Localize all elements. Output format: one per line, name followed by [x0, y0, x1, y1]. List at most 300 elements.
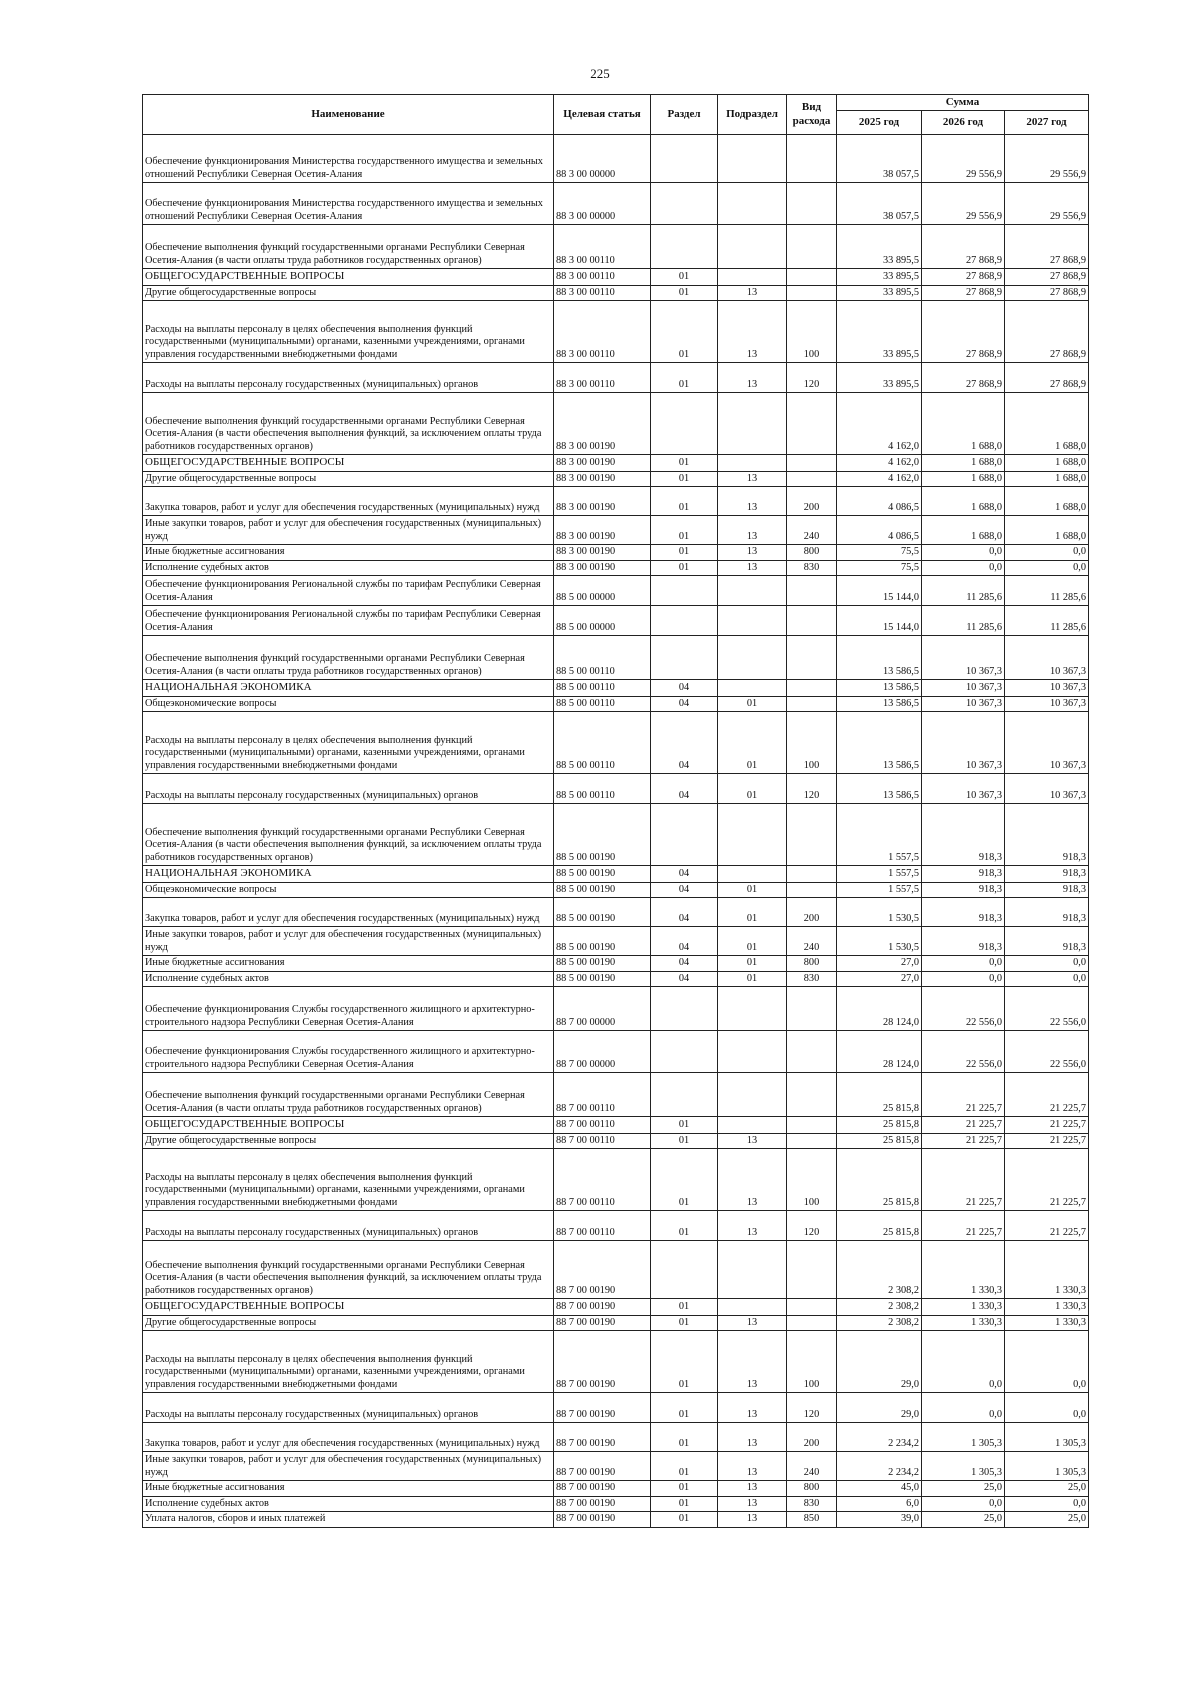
table-row [143, 680, 1089, 696]
row-sum-2027: 21 225,7 [1005, 1133, 1089, 1149]
row-sum-2027: 29 556,9 [1005, 183, 1089, 225]
row-sum-2027: 0,0 [1005, 1393, 1089, 1423]
row-sum-2025: 38 057,5 [837, 183, 922, 225]
row-sum-2026: 11 285,6 [922, 606, 1005, 636]
row-sum-2026: 29 556,9 [922, 183, 1005, 225]
row-target-code: 88 5 00 00190 [554, 898, 651, 927]
table-row [143, 1299, 1089, 1315]
row-sum-2026: 10 367,3 [922, 774, 1005, 804]
row-sum-2025: 25 815,8 [837, 1149, 922, 1211]
row-name: Расходы на выплаты персоналу в целях обеспечения выполнения функций государственными (муниципальными) органами, казенными учреждениями, органами управления государственными внебюджетными фондами [143, 301, 554, 363]
header-target: Целевая статья [554, 95, 651, 135]
row-expense-type [787, 866, 837, 882]
row-section: 01 [651, 1481, 718, 1497]
row-expense-type [787, 1241, 837, 1299]
row-target-code: 88 5 00 00110 [554, 774, 651, 804]
row-sum-2027: 918,3 [1005, 898, 1089, 927]
row-expense-type: 120 [787, 1211, 837, 1241]
row-expense-type: 120 [787, 363, 837, 393]
row-expense-type: 100 [787, 1331, 837, 1393]
row-section [651, 987, 718, 1031]
row-section: 04 [651, 696, 718, 712]
row-sum-2025: 33 895,5 [837, 301, 922, 363]
row-target-code: 88 7 00 00110 [554, 1117, 651, 1133]
row-sum-2026: 0,0 [922, 545, 1005, 561]
row-section [651, 576, 718, 606]
row-sum-2026: 918,3 [922, 898, 1005, 927]
row-expense-type [787, 576, 837, 606]
row-name: Расходы на выплаты персоналу государственных (муниципальных) органов [143, 1393, 554, 1423]
row-sum-2025: 28 124,0 [837, 987, 922, 1031]
row-subsection [718, 606, 787, 636]
row-subsection: 01 [718, 882, 787, 898]
row-subsection: 13 [718, 363, 787, 393]
row-name: Закупка товаров, работ и услуг для обеспечения государственных (муниципальных) нужд [143, 898, 554, 927]
table-row [143, 712, 1089, 774]
table-row [143, 927, 1089, 956]
row-name: Расходы на выплаты персоналу в целях обеспечения выполнения функций государственными (муниципальными) органами, казенными учреждениями, органами управления государственными внебюджетными фондами [143, 712, 554, 774]
row-subsection [718, 135, 787, 183]
row-target-code: 88 3 00 00190 [554, 393, 651, 455]
row-sum-2026: 25,0 [922, 1512, 1005, 1528]
row-section: 01 [651, 1512, 718, 1528]
row-subsection: 01 [718, 774, 787, 804]
row-expense-type: 100 [787, 301, 837, 363]
row-target-code: 88 5 00 00110 [554, 696, 651, 712]
row-sum-2027: 1 330,3 [1005, 1299, 1089, 1315]
row-target-code: 88 3 00 00000 [554, 183, 651, 225]
row-name: Иные закупки товаров, работ и услуг для обеспечения государственных (муниципальных) нужд [143, 927, 554, 956]
row-sum-2027: 918,3 [1005, 866, 1089, 882]
row-sum-2027: 27 868,9 [1005, 301, 1089, 363]
row-subsection: 13 [718, 1452, 787, 1481]
table-row [143, 1452, 1089, 1481]
row-sum-2026: 1 688,0 [922, 487, 1005, 516]
row-subsection: 13 [718, 560, 787, 576]
row-subsection [718, 866, 787, 882]
row-sum-2025: 29,0 [837, 1331, 922, 1393]
row-name: НАЦИОНАЛЬНАЯ ЭКОНОМИКА [143, 866, 554, 882]
row-section: 01 [651, 1331, 718, 1393]
row-sum-2027: 0,0 [1005, 1496, 1089, 1512]
row-section [651, 135, 718, 183]
row-section: 04 [651, 956, 718, 972]
row-sum-2025: 33 895,5 [837, 225, 922, 269]
table-row [143, 576, 1089, 606]
row-subsection: 13 [718, 1315, 787, 1331]
row-subsection: 13 [718, 1393, 787, 1423]
row-target-code: 88 3 00 00000 [554, 135, 651, 183]
row-sum-2026: 1 688,0 [922, 471, 1005, 487]
row-sum-2026: 21 225,7 [922, 1117, 1005, 1133]
row-sum-2026: 0,0 [922, 956, 1005, 972]
row-name: Иные закупки товаров, работ и услуг для обеспечения государственных (муниципальных) нужд [143, 516, 554, 545]
table-row [143, 516, 1089, 545]
row-name: Обеспечение выполнения функций государственными органами Республики Северная Осетия-Алания (в части обеспечения выполнения функций, за исключением оплаты труда работников государственных органов) [143, 1241, 554, 1299]
row-sum-2027: 918,3 [1005, 804, 1089, 866]
row-sum-2026: 1 688,0 [922, 455, 1005, 471]
header-expense-type: Вид расхода [787, 95, 837, 135]
row-subsection: 13 [718, 1423, 787, 1452]
row-subsection: 01 [718, 696, 787, 712]
row-target-code: 88 7 00 00190 [554, 1393, 651, 1423]
row-name: Другие общегосударственные вопросы [143, 471, 554, 487]
row-sum-2027: 10 367,3 [1005, 696, 1089, 712]
row-section: 04 [651, 866, 718, 882]
row-sum-2025: 1 557,5 [837, 866, 922, 882]
row-sum-2027: 11 285,6 [1005, 576, 1089, 606]
row-name: Расходы на выплаты персоналу в целях обеспечения выполнения функций государственными (муниципальными) органами, казенными учреждениями, органами управления государственными внебюджетными фондами [143, 1149, 554, 1211]
row-subsection [718, 1299, 787, 1315]
row-sum-2025: 33 895,5 [837, 363, 922, 393]
row-sum-2026: 918,3 [922, 866, 1005, 882]
row-target-code: 88 7 00 00110 [554, 1073, 651, 1117]
row-expense-type: 830 [787, 560, 837, 576]
row-sum-2026: 21 225,7 [922, 1073, 1005, 1117]
row-name: Обеспечение функционирования Министерства государственного имущества и земельных отношений Республики Северная Осетия-Алания [143, 183, 554, 225]
row-sum-2026: 27 868,9 [922, 285, 1005, 301]
row-name: Общеэкономические вопросы [143, 882, 554, 898]
row-sum-2025: 13 586,5 [837, 680, 922, 696]
row-subsection: 13 [718, 1481, 787, 1497]
row-sum-2027: 21 225,7 [1005, 1149, 1089, 1211]
row-target-code: 88 5 00 00110 [554, 636, 651, 680]
row-sum-2027: 0,0 [1005, 560, 1089, 576]
row-sum-2025: 4 086,5 [837, 516, 922, 545]
row-sum-2027: 10 367,3 [1005, 636, 1089, 680]
row-section: 04 [651, 712, 718, 774]
row-sum-2027: 10 367,3 [1005, 712, 1089, 774]
row-section: 01 [651, 455, 718, 471]
row-subsection: 13 [718, 1331, 787, 1393]
table-row [143, 455, 1089, 471]
row-sum-2025: 75,5 [837, 560, 922, 576]
row-sum-2027: 27 868,9 [1005, 285, 1089, 301]
row-name: Закупка товаров, работ и услуг для обеспечения государственных (муниципальных) нужд [143, 1423, 554, 1452]
row-section: 01 [651, 560, 718, 576]
row-sum-2027: 0,0 [1005, 956, 1089, 972]
row-sum-2025: 29,0 [837, 1393, 922, 1423]
row-sum-2026: 0,0 [922, 560, 1005, 576]
row-expense-type [787, 1073, 837, 1117]
row-sum-2025: 27,0 [837, 971, 922, 987]
row-name: Обеспечение выполнения функций государственными органами Республики Северная Осетия-Алания (в части обеспечения выполнения функций, за исключением оплаты труда работников государственных органов) [143, 804, 554, 866]
row-expense-type: 100 [787, 1149, 837, 1211]
row-section: 04 [651, 680, 718, 696]
row-expense-type: 240 [787, 1452, 837, 1481]
row-section [651, 393, 718, 455]
row-sum-2027: 0,0 [1005, 971, 1089, 987]
row-subsection: 13 [718, 285, 787, 301]
row-subsection: 13 [718, 1211, 787, 1241]
row-sum-2027: 10 367,3 [1005, 680, 1089, 696]
row-name: Исполнение судебных актов [143, 1496, 554, 1512]
row-subsection: 13 [718, 1496, 787, 1512]
row-expense-type: 200 [787, 1423, 837, 1452]
row-expense-type [787, 225, 837, 269]
row-target-code: 88 7 00 00190 [554, 1331, 651, 1393]
row-section: 04 [651, 898, 718, 927]
row-section: 01 [651, 1133, 718, 1149]
table-row [143, 956, 1089, 972]
row-sum-2027: 1 305,3 [1005, 1423, 1089, 1452]
row-sum-2026: 27 868,9 [922, 301, 1005, 363]
table-row [143, 987, 1089, 1031]
row-target-code: 88 5 00 00000 [554, 606, 651, 636]
header-subsection: Подраздел [718, 95, 787, 135]
row-sum-2026: 1 305,3 [922, 1452, 1005, 1481]
row-sum-2025: 13 586,5 [837, 774, 922, 804]
row-sum-2027: 1 688,0 [1005, 471, 1089, 487]
row-expense-type [787, 606, 837, 636]
header-2027: 2027 год [1005, 111, 1089, 135]
row-sum-2026: 918,3 [922, 804, 1005, 866]
row-name: Обеспечение функционирования Службы государственного жилищного и архитектурно-строительного надзора Республики Северная Осетия-Алания [143, 1031, 554, 1073]
row-target-code: 88 7 00 00190 [554, 1241, 651, 1299]
row-sum-2026: 11 285,6 [922, 576, 1005, 606]
row-sum-2027: 25,0 [1005, 1481, 1089, 1497]
row-sum-2026: 27 868,9 [922, 269, 1005, 285]
row-sum-2026: 22 556,0 [922, 987, 1005, 1031]
row-target-code: 88 7 00 00000 [554, 1031, 651, 1073]
row-subsection [718, 576, 787, 606]
row-name: ОБЩЕГОСУДАРСТВЕННЫЕ ВОПРОСЫ [143, 455, 554, 471]
row-subsection: 13 [718, 301, 787, 363]
row-section [651, 636, 718, 680]
row-name: Другие общегосударственные вопросы [143, 285, 554, 301]
row-sum-2025: 45,0 [837, 1481, 922, 1497]
table-row [143, 1496, 1089, 1512]
row-sum-2027: 21 225,7 [1005, 1073, 1089, 1117]
row-name: Расходы на выплаты персоналу государственных (муниципальных) органов [143, 1211, 554, 1241]
row-sum-2027: 0,0 [1005, 1331, 1089, 1393]
table-row [143, 393, 1089, 455]
row-name: Закупка товаров, работ и услуг для обеспечения государственных (муниципальных) нужд [143, 487, 554, 516]
row-name: Иные бюджетные ассигнования [143, 1481, 554, 1497]
table-row [143, 225, 1089, 269]
row-expense-type: 100 [787, 712, 837, 774]
row-subsection [718, 455, 787, 471]
row-sum-2025: 4 162,0 [837, 471, 922, 487]
row-expense-type [787, 1299, 837, 1315]
table-row [143, 285, 1089, 301]
row-sum-2025: 6,0 [837, 1496, 922, 1512]
table-body [143, 135, 1089, 1528]
row-section: 01 [651, 516, 718, 545]
row-sum-2026: 918,3 [922, 927, 1005, 956]
row-target-code: 88 7 00 00110 [554, 1211, 651, 1241]
row-name: Расходы на выплаты персоналу государственных (муниципальных) органов [143, 363, 554, 393]
row-sum-2025: 33 895,5 [837, 285, 922, 301]
row-target-code: 88 7 00 00110 [554, 1149, 651, 1211]
row-section: 01 [651, 1496, 718, 1512]
row-sum-2026: 1 330,3 [922, 1241, 1005, 1299]
row-subsection: 13 [718, 471, 787, 487]
row-sum-2027: 1 688,0 [1005, 516, 1089, 545]
row-expense-type: 850 [787, 1512, 837, 1528]
row-section: 01 [651, 363, 718, 393]
row-expense-type [787, 471, 837, 487]
header-2026: 2026 год [922, 111, 1005, 135]
row-subsection [718, 393, 787, 455]
row-name: Уплата налогов, сборов и иных платежей [143, 1512, 554, 1528]
row-sum-2026: 27 868,9 [922, 225, 1005, 269]
budget-table [142, 94, 1089, 1528]
row-sum-2025: 39,0 [837, 1512, 922, 1528]
row-sum-2027: 11 285,6 [1005, 606, 1089, 636]
row-subsection: 01 [718, 927, 787, 956]
row-sum-2026: 10 367,3 [922, 696, 1005, 712]
row-sum-2026: 22 556,0 [922, 1031, 1005, 1073]
row-subsection [718, 183, 787, 225]
row-sum-2027: 27 868,9 [1005, 225, 1089, 269]
row-sum-2027: 1 688,0 [1005, 393, 1089, 455]
table-row [143, 1393, 1089, 1423]
row-target-code: 88 7 00 00190 [554, 1299, 651, 1315]
row-expense-type: 800 [787, 956, 837, 972]
row-subsection [718, 987, 787, 1031]
row-target-code: 88 5 00 00110 [554, 712, 651, 774]
row-target-code: 88 5 00 00190 [554, 866, 651, 882]
row-section: 04 [651, 927, 718, 956]
table-row [143, 636, 1089, 680]
row-target-code: 88 3 00 00110 [554, 225, 651, 269]
row-sum-2027: 22 556,0 [1005, 1031, 1089, 1073]
header-sum: Сумма [837, 95, 1089, 111]
row-sum-2027: 27 868,9 [1005, 363, 1089, 393]
table-row [143, 606, 1089, 636]
table-row [143, 866, 1089, 882]
row-section: 01 [651, 301, 718, 363]
row-expense-type [787, 1133, 837, 1149]
row-section [651, 225, 718, 269]
row-sum-2027: 27 868,9 [1005, 269, 1089, 285]
row-sum-2025: 1 530,5 [837, 927, 922, 956]
row-target-code: 88 7 00 00190 [554, 1512, 651, 1528]
row-name: Обеспечение функционирования Региональной службы по тарифам Республики Северная Осетия-Алания [143, 576, 554, 606]
row-sum-2025: 33 895,5 [837, 269, 922, 285]
row-sum-2026: 21 225,7 [922, 1133, 1005, 1149]
row-name: Обеспечение функционирования Службы государственного жилищного и архитектурно-строительного надзора Республики Северная Осетия-Алания [143, 987, 554, 1031]
row-section [651, 804, 718, 866]
row-sum-2027: 25,0 [1005, 1512, 1089, 1528]
row-sum-2025: 75,5 [837, 545, 922, 561]
row-expense-type [787, 987, 837, 1031]
row-subsection: 13 [718, 516, 787, 545]
row-target-code: 88 3 00 00190 [554, 545, 651, 561]
row-sum-2026: 1 305,3 [922, 1423, 1005, 1452]
row-name: ОБЩЕГОСУДАРСТВЕННЫЕ ВОПРОСЫ [143, 1117, 554, 1133]
row-subsection: 01 [718, 898, 787, 927]
table-row [143, 1481, 1089, 1497]
row-sum-2025: 15 144,0 [837, 576, 922, 606]
row-section: 01 [651, 285, 718, 301]
row-sum-2026: 1 688,0 [922, 393, 1005, 455]
row-sum-2027: 1 330,3 [1005, 1241, 1089, 1299]
row-target-code: 88 5 00 00000 [554, 576, 651, 606]
row-name: Обеспечение выполнения функций государственными органами Республики Северная Осетия-Алания (в части оплаты труда работников государственных органов) [143, 225, 554, 269]
table-row [143, 971, 1089, 987]
row-subsection: 13 [718, 487, 787, 516]
row-sum-2027: 0,0 [1005, 545, 1089, 561]
row-sum-2027: 21 225,7 [1005, 1117, 1089, 1133]
row-sum-2025: 25 815,8 [837, 1117, 922, 1133]
table-row [143, 301, 1089, 363]
row-target-code: 88 7 00 00190 [554, 1452, 651, 1481]
row-subsection [718, 1073, 787, 1117]
row-sum-2025: 15 144,0 [837, 606, 922, 636]
row-name: Расходы на выплаты персоналу в целях обеспечения выполнения функций государственными (муниципальными) органами, казенными учреждениями, органами управления государственными внебюджетными фондами [143, 1331, 554, 1393]
row-target-code: 88 3 00 00190 [554, 455, 651, 471]
table-row [143, 487, 1089, 516]
row-subsection: 13 [718, 1149, 787, 1211]
row-sum-2025: 25 815,8 [837, 1133, 922, 1149]
row-expense-type [787, 1315, 837, 1331]
row-section: 01 [651, 1117, 718, 1133]
row-subsection: 01 [718, 712, 787, 774]
row-sum-2025: 1 530,5 [837, 898, 922, 927]
row-sum-2026: 29 556,9 [922, 135, 1005, 183]
row-subsection: 01 [718, 956, 787, 972]
row-expense-type [787, 1117, 837, 1133]
row-expense-type: 800 [787, 545, 837, 561]
row-sum-2026: 918,3 [922, 882, 1005, 898]
table-row [143, 1512, 1089, 1528]
row-sum-2025: 2 234,2 [837, 1452, 922, 1481]
row-name: Обеспечение функционирования Министерства государственного имущества и земельных отношений Республики Северная Осетия-Алания [143, 135, 554, 183]
row-expense-type: 120 [787, 1393, 837, 1423]
row-section: 01 [651, 1423, 718, 1452]
row-sum-2026: 10 367,3 [922, 680, 1005, 696]
row-name: ОБЩЕГОСУДАРСТВЕННЫЕ ВОПРОСЫ [143, 1299, 554, 1315]
header-2025: 2025 год [837, 111, 922, 135]
row-target-code: 88 5 00 00190 [554, 956, 651, 972]
row-target-code: 88 7 00 00000 [554, 987, 651, 1031]
table-row [143, 545, 1089, 561]
row-sum-2026: 0,0 [922, 1496, 1005, 1512]
row-target-code: 88 3 00 00190 [554, 516, 651, 545]
row-sum-2027: 21 225,7 [1005, 1211, 1089, 1241]
row-sum-2025: 1 557,5 [837, 804, 922, 866]
row-sum-2025: 25 815,8 [837, 1211, 922, 1241]
row-expense-type [787, 882, 837, 898]
row-sum-2025: 13 586,5 [837, 696, 922, 712]
row-section: 01 [651, 269, 718, 285]
row-sum-2025: 13 586,5 [837, 712, 922, 774]
row-section [651, 1031, 718, 1073]
row-sum-2027: 918,3 [1005, 882, 1089, 898]
table-header [143, 95, 1089, 135]
row-expense-type [787, 455, 837, 471]
row-section [651, 1073, 718, 1117]
row-sum-2026: 10 367,3 [922, 712, 1005, 774]
row-target-code: 88 5 00 00190 [554, 804, 651, 866]
table-row [143, 774, 1089, 804]
table-row [143, 804, 1089, 866]
row-subsection: 13 [718, 1133, 787, 1149]
table-row [143, 1241, 1089, 1299]
row-expense-type: 200 [787, 487, 837, 516]
row-sum-2026: 25,0 [922, 1481, 1005, 1497]
row-target-code: 88 7 00 00190 [554, 1315, 651, 1331]
row-target-code: 88 3 00 00110 [554, 301, 651, 363]
row-expense-type [787, 636, 837, 680]
row-sum-2026: 1 330,3 [922, 1299, 1005, 1315]
row-sum-2027: 1 330,3 [1005, 1315, 1089, 1331]
row-sum-2027: 1 688,0 [1005, 487, 1089, 516]
row-expense-type [787, 696, 837, 712]
row-target-code: 88 3 00 00190 [554, 487, 651, 516]
